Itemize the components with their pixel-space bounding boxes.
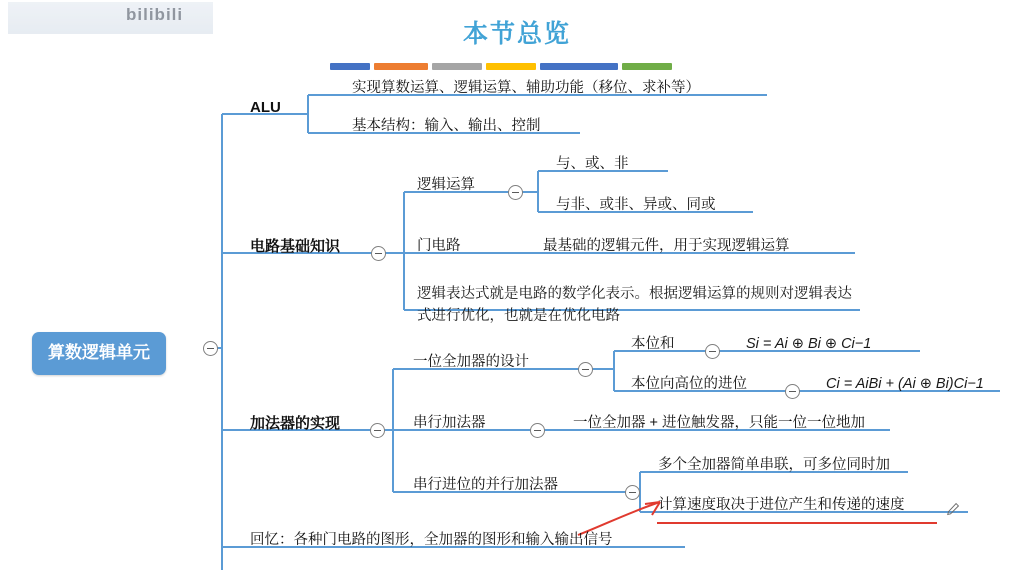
edit-pen-icon[interactable] (946, 502, 960, 516)
collapse-toggle-adder-implementation[interactable] (370, 423, 385, 438)
watermark-label: bilibili (126, 5, 184, 24)
node-sum-bit[interactable]: 本位和 (631, 336, 675, 352)
node-carry-out-formula[interactable]: Ci = AiBi + (Ai ⊕ Bi)Ci−1 (826, 376, 984, 392)
color-swatch-4 (540, 63, 618, 70)
collapse-toggle-root[interactable] (203, 341, 218, 356)
node-sum-bit-formula[interactable]: Si = Ai ⊕ Bi ⊕ Ci−1 (746, 336, 872, 352)
color-swatch-3 (486, 63, 536, 70)
node-alu-functions[interactable]: 实现算数运算、逻辑运算、辅助功能（移位、求补等） (352, 80, 700, 96)
node-gate-circuit-desc[interactable]: 最基础的逻辑元件，用于实现逻辑运算 (543, 238, 790, 254)
node-alu-structure[interactable]: 基本结构：输入、输出、控制 (352, 118, 541, 134)
page-title: 本节总览 (462, 20, 571, 48)
node-circuit-basics[interactable]: 电路基础知识 (250, 238, 341, 255)
color-swatch-0 (330, 63, 370, 70)
node-recall[interactable]: 回忆：各种门电路的图形，全加器的图形和输入输出信号 (250, 532, 613, 548)
collapse-toggle-sum-bit[interactable] (705, 344, 720, 359)
collapse-toggle-circuit-basics[interactable] (371, 246, 386, 261)
node-logic-operations[interactable]: 逻辑运算 (417, 177, 475, 193)
color-swatch-1 (374, 63, 428, 70)
collapse-toggle-carry-out[interactable] (785, 384, 800, 399)
node-gate-circuit[interactable]: 门电路 (417, 238, 461, 254)
node-serial-adder-desc[interactable]: 一位全加器 + 进位触发器，只能一位一位地加 (573, 415, 866, 431)
collapse-toggle-full-adder-design[interactable] (578, 362, 593, 377)
mindmap-root-node[interactable]: 算数逻辑单元 (32, 332, 166, 375)
collapse-toggle-serial-adder[interactable] (530, 423, 545, 438)
collapse-toggle-ripple-carry-parallel-adder[interactable] (625, 485, 640, 500)
node-nand-nor-xor-xnor[interactable]: 与非、或非、异或、同或 (556, 197, 716, 213)
node-ripple-carry-parallel-adder[interactable]: 串行进位的并行加法器 (413, 477, 558, 493)
node-logic-expression-desc[interactable]: 逻辑表达式就是电路的数学化表示。根据逻辑运算的规则对逻辑表达式进行优化，也就是在优化电路 (417, 286, 852, 325)
color-legend-bar (330, 63, 680, 70)
node-alu[interactable]: ALU (250, 99, 281, 116)
color-swatch-2 (432, 63, 482, 70)
node-parallel-adder-desc[interactable]: 多个全加器简单串联，可多位同时加 (658, 457, 890, 473)
annotation-underline (657, 522, 937, 524)
color-swatch-5 (622, 63, 672, 70)
node-carry-out[interactable]: 本位向高位的进位 (631, 376, 747, 392)
node-serial-adder[interactable]: 串行加法器 (413, 415, 486, 431)
node-and-or-not[interactable]: 与、或、非 (556, 156, 629, 172)
node-speed-depends-carry[interactable]: 计算速度取决于进位产生和传递的速度 (658, 497, 905, 513)
collapse-toggle-logic-operations[interactable] (508, 185, 523, 200)
node-adder-implementation[interactable]: 加法器的实现 (250, 415, 341, 432)
node-full-adder-design[interactable]: 一位全加器的设计 (413, 354, 529, 370)
